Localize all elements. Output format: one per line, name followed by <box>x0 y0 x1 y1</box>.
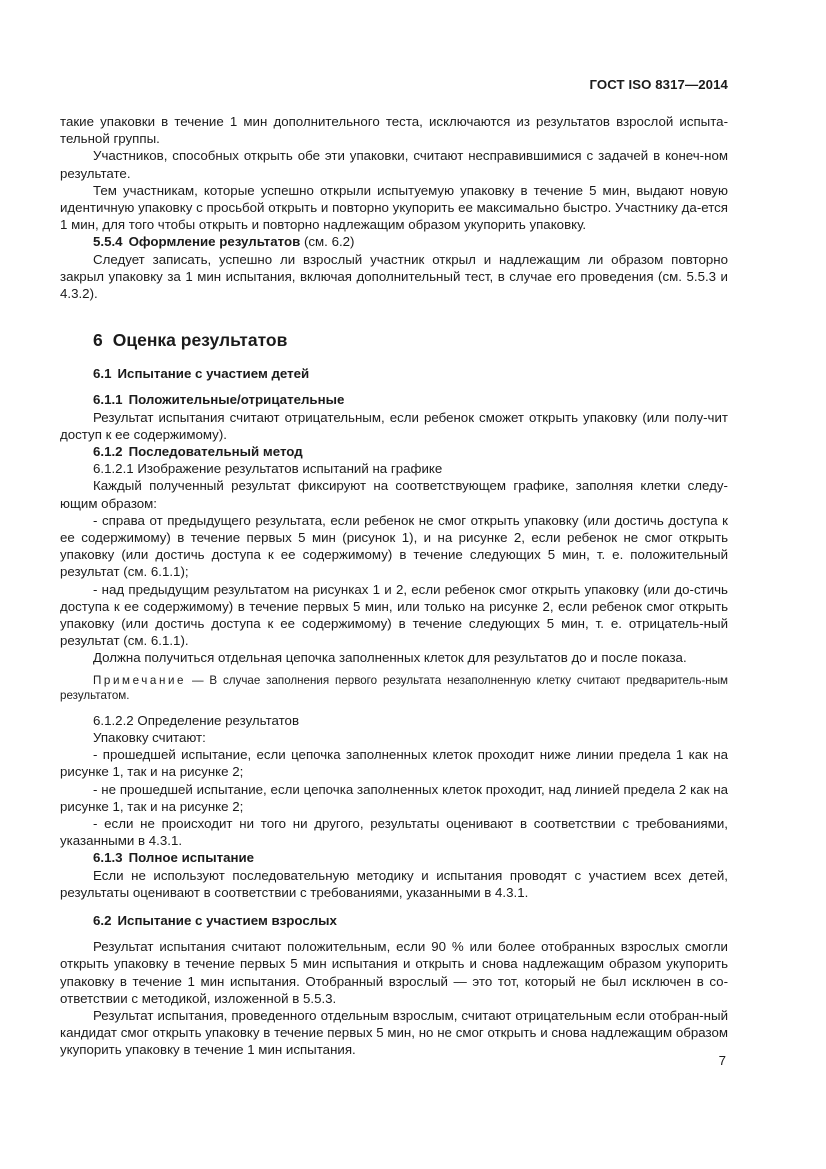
section-number: 6 <box>93 330 103 351</box>
paragraph: - справа от предыдущего результата, если ребенок не смог открыть упаковку (или достичь доступа к ее содержимому) в течение первых 5 мин (рисунок 1), и на рисунке 2, если ребенок не смог открыть упаковку (или достичь доступа к ее содержимому) в течение следующих 5 мин, т. е. положительный результат (см. 6.1.1); <box>60 512 728 580</box>
paragraph: - не прошедшей испытание, если цепочка заполненных клеток проходит, над линией предела 2 как на рисунке 1, так и на рисунке 2; <box>60 781 728 814</box>
subsection-number: 6.1 <box>93 366 112 382</box>
paragraph: - над предыдущим результатом на рисунках 1 и 2, если ребенок смог открыть упаковку (или до-стичь доступа к ее содержимому) в течение первых 5 мин, или только на рисунке 2, если ребенок смог открыть упаковку (или достичь доступа к ее содержимому) в течение следующих 5 мин, т. е. отрицатель-ный результат (см. 6.1.1). <box>60 581 728 649</box>
subsection-heading <box>60 365 728 382</box>
paragraph: - если не происходит ни того ни другого, результаты оценивают в соответствии с требованиями, указанными в 4.3.1. <box>60 815 728 849</box>
paragraph: Упаковку считают: <box>93 729 206 745</box>
note <box>60 673 728 704</box>
page-number: 7 <box>718 1053 726 1068</box>
paragraph: Результат испытания считают отрицательным, если ребенок сможет открыть упаковку (или полу-чит доступ к ее содержимому). <box>60 409 728 442</box>
paragraph: Результат испытания считают положительным, если 90 % или более отобранных взрослых смогли открыть упаковку в течение первых 5 мин испытания и открыть и снова надлежащим образом укупорить упаковку в течение 1 мин испытания. Отобранный взрослый — это тот, который не был исключен в со-ответствии с методикой, изложенной в 5.5.3. <box>60 939 728 1006</box>
clause-heading <box>60 391 728 408</box>
clause-title: Оформление результатов <box>128 234 301 250</box>
subsection-heading <box>60 912 728 929</box>
paragraph: 6.1.2.2 Определение результатов <box>93 712 300 728</box>
clause-heading <box>60 233 728 250</box>
subsection-title: Испытание с участием детей <box>117 366 310 382</box>
clause-heading <box>60 849 728 866</box>
clause-title: Положительные/отрицательные <box>128 392 345 408</box>
clause-number: 6.1.3 <box>93 850 123 866</box>
paragraph: Участников, способных открыть обе эти упаковки, считают несправившимися с задачей в конеч-ном результате. <box>60 148 728 181</box>
note-text: — В случае заполнения первого результата незаполненную клетку считают предваритель-ным результатом. <box>60 673 728 703</box>
paragraph: 6.1.2.1 Изображение результатов испытаний на графике <box>93 461 443 477</box>
clause-reference: (см. 6.2) <box>300 234 355 250</box>
section-title: Оценка результатов <box>112 330 288 351</box>
note-label: Примечание <box>93 673 187 687</box>
section-heading <box>93 329 728 351</box>
clause-title: Последовательный метод <box>128 444 303 460</box>
document-body <box>60 113 728 1059</box>
clause-number: 5.5.4 <box>93 234 123 250</box>
paragraph: такие упаковки в течение 1 мин дополнительного теста, исключаются из результатов взрослой испыта-тельной группы. <box>60 114 728 147</box>
paragraph: Тем участникам, которые успешно открыли испытуемую упаковку в течение 5 мин, выдают новую идентичную упаковку с просьбой открыть и повторно укупорить ее максимально быстро. Участнику да-ется 1 мин, для того чтобы открыть и повторно надлежащим образом укупорить упаковку. <box>60 182 728 233</box>
subsection-title: Испытание с участием взрослых <box>117 912 337 928</box>
document-header: ГОСТ ISO 8317—2014 <box>589 77 728 92</box>
paragraph: Если не используют последовательную методику и испытания проводят с участием всех детей, результаты оценивают в соответствии с требованиями, указанными в 4.3.1. <box>60 867 728 900</box>
clause-number: 6.1.1 <box>93 392 123 408</box>
paragraph: Следует записать, успешно ли взрослый участник открыл и надлежащим ли образом повторно закрыл упаковку за 1 мин испытания, включая дополнительный тест, в случае его проведения (см. 5.5.3 и 4.3.2). <box>60 251 728 302</box>
paragraph: Должна получиться отдельная цепочка заполненных клеток для результатов до и после показа. <box>93 650 687 666</box>
paragraph: - прошедшей испытание, если цепочка заполненных клеток проходит ниже линии предела 1 как на рисунке 1, так и на рисунке 2; <box>60 747 728 780</box>
subsection-number: 6.2 <box>93 912 112 928</box>
paragraph: Каждый полученный результат фиксируют на соответствующем графике, заполняя клетки следу-ющим образом: <box>60 478 728 511</box>
clause-title: Полное испытание <box>128 850 255 866</box>
paragraph: Результат испытания, проведенного отдельным взрослым, считают отрицательным если отобран-ный кандидат смог открыть упаковку в течение первых 5 мин, но не смог открыть и снова надлежащим образом укупорить упаковку в течение 1 мин испытания. <box>60 1007 728 1058</box>
clause-heading <box>60 443 728 460</box>
clause-number: 6.1.2 <box>93 444 123 460</box>
